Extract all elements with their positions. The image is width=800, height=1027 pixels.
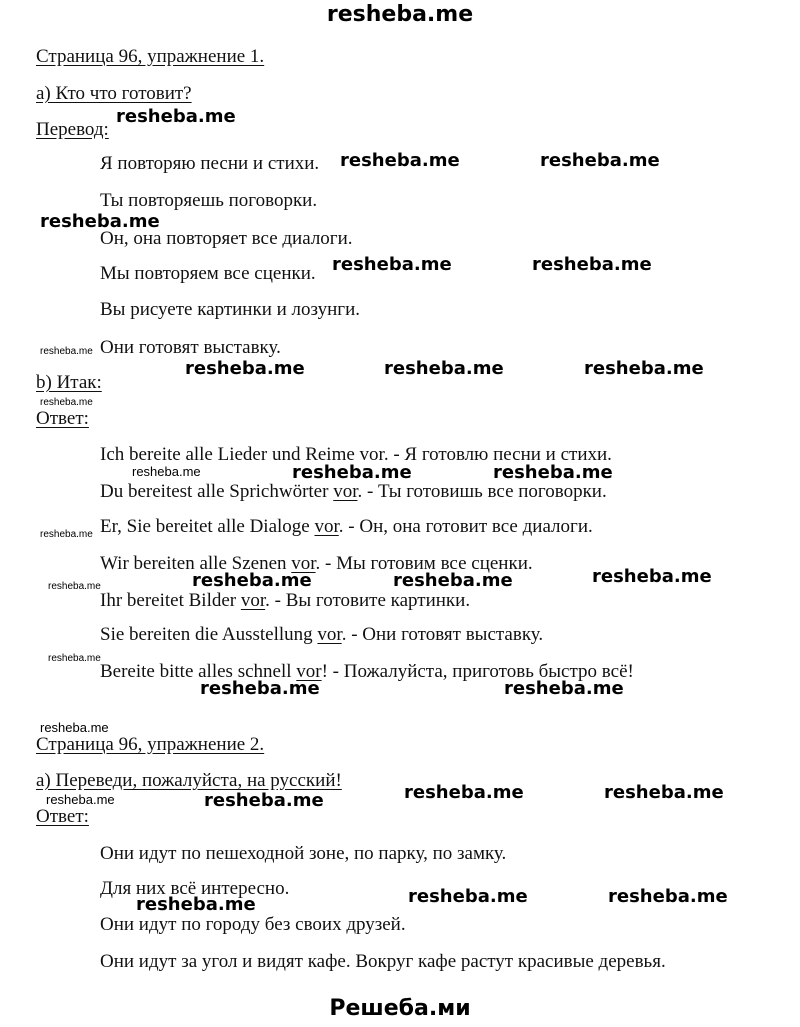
watermark-small: resheba.me <box>132 464 201 479</box>
translation-line: Я повторяю песни и стихи. <box>100 153 320 174</box>
site-header: resheba.me <box>326 2 474 27</box>
watermark-small: resheba.me <box>48 581 101 592</box>
answer-line: Wir bereiten alle Szenen vor. - Мы готовим все сценки. <box>100 553 533 574</box>
watermark: resheba.me <box>393 570 513 591</box>
watermark-small: resheba.me <box>40 397 93 408</box>
answer-line: Они идут по пешеходной зоне, по парку, по замку. <box>100 843 507 864</box>
answer-line: Ich bereite alle Lieder und Reime vor. - Я готовлю песни и стихи. <box>100 444 612 465</box>
separable-prefix: vor <box>296 661 322 682</box>
watermark: resheba.me <box>192 570 312 591</box>
watermark: resheba.me <box>608 886 728 907</box>
answer-line: Для них всё интересно. <box>100 878 290 899</box>
separable-prefix: vor <box>317 624 342 645</box>
answer-line: Ihr bereitet Bilder vor. - Вы готовите картинки. <box>100 590 471 611</box>
watermark-small: resheba.me <box>40 346 93 357</box>
watermark: resheba.me <box>185 358 305 379</box>
separable-prefix: vor <box>240 590 266 611</box>
watermark: resheba.me <box>116 106 236 127</box>
translation-line: Он, она повторяет все диалоги. <box>100 228 353 249</box>
translation-line: Они готовят выставку. <box>100 337 281 358</box>
watermark: resheba.me <box>592 566 712 587</box>
watermark: resheba.me <box>292 462 412 483</box>
translation-line: Ты повторяешь поговорки. <box>100 190 318 211</box>
watermark-small: resheba.me <box>40 720 109 735</box>
answer-line: Er, Sie bereitet alle Dialoge vor. - Он, она готовит все диалоги. <box>100 516 593 537</box>
watermark: resheba.me <box>408 886 528 907</box>
watermark: resheba.me <box>384 358 504 379</box>
exercise-1b-label: Ответ: <box>36 408 89 429</box>
separable-prefix: vor <box>314 516 339 537</box>
watermark: resheba.me <box>532 254 652 275</box>
exercise-2a-label: Ответ: <box>36 806 89 827</box>
exercise-1b-heading: b) Итак: <box>36 372 102 393</box>
watermark-small: resheba.me <box>40 529 93 540</box>
watermark: resheba.me <box>604 782 724 803</box>
watermark: resheba.me <box>493 462 613 483</box>
translation-line: Вы рисуете картинки и лозунги. <box>100 299 361 320</box>
site-footer: Решеба.ми <box>329 996 471 1021</box>
exercise-2a-heading: а) Переведи, пожалуйста, на русский! <box>36 770 342 791</box>
answer-line: Они идут за угол и видят кафе. Вокруг кафе растут красивые деревья. <box>100 951 666 972</box>
watermark: resheba.me <box>40 211 160 232</box>
answer-line: Они идут по городу без своих друзей. <box>100 914 406 935</box>
exercise-1-title: Страница 96, упражнение 1. <box>36 46 265 67</box>
exercise-1a-label: Перевод: <box>36 119 109 140</box>
watermark: resheba.me <box>584 358 704 379</box>
watermark: resheba.me <box>332 254 452 275</box>
answer-line: Du bereitest alle Sprichwörter vor. - Ты готовишь все поговорки. <box>100 481 607 502</box>
watermark-small: resheba.me <box>48 653 101 664</box>
separable-prefix: vor <box>333 481 358 502</box>
watermark: resheba.me <box>540 150 660 171</box>
answer-line: Sie bereiten die Ausstellung vor. - Они готовят выставку. <box>100 624 544 645</box>
watermark: resheba.me <box>136 894 256 915</box>
exercise-1a-heading: а) Кто что готовит? <box>36 83 192 104</box>
separable-prefix: vor <box>291 553 316 574</box>
answer-line: Bereite bitte alles schnell vor! - Пожалуйста, приготовь быстро всё! <box>100 661 634 682</box>
translation-line: Мы повторяем все сценки. <box>100 263 316 284</box>
watermark-small: resheba.me <box>46 792 115 807</box>
watermark: resheba.me <box>504 678 624 699</box>
watermark: resheba.me <box>204 790 324 811</box>
watermark: resheba.me <box>200 678 320 699</box>
watermark: resheba.me <box>340 150 460 171</box>
watermark: resheba.me <box>404 782 524 803</box>
exercise-2-title: Страница 96, упражнение 2. <box>36 734 265 755</box>
